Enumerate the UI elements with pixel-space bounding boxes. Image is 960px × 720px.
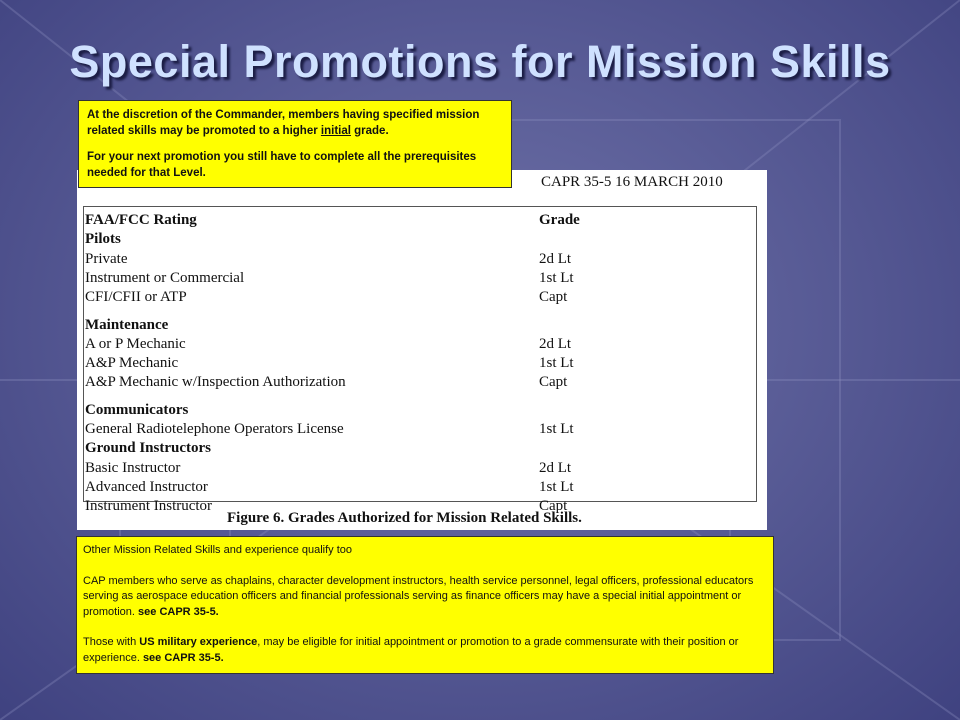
table-header-row-grade: Grade — [539, 212, 580, 228]
table-row — [85, 479, 735, 498]
note-text: , may be eligible for initial appointment or promotion to a grade commensurate with their position or experience. — [83, 636, 739, 664]
table-row-rating: Instrument or Commercial — [85, 269, 245, 286]
note-text: CAP members who serve as chaplains, character development instructors, health service personnel, legal officers, professional educators serving as aerospace education officers and financial professionals serving as finance officers may have a special initial appointment or promotion. — [83, 574, 754, 618]
figure-caption: Figure 6. Grades Authorized for Mission Related Skills. — [227, 510, 582, 526]
table-row-rating: A&P Mechanic — [85, 355, 179, 372]
discretion-note-paragraph-1 — [87, 107, 503, 139]
table-row-rating: Instrument Instructor — [85, 498, 213, 515]
section-heading — [85, 402, 735, 421]
table-row-rating: Private — [85, 250, 128, 267]
table-row — [85, 460, 735, 479]
table-row-grade: 2d Lt — [539, 459, 572, 476]
table-row-grade: Capt — [539, 289, 568, 306]
table-row-rating: A or P Mechanic — [85, 335, 186, 352]
capr-reference: see CAPR 35-5. — [142, 651, 224, 664]
other-skills-paragraph-2 — [83, 635, 767, 666]
table-row-rating: A&P Mechanic w/Inspection Authorization — [85, 374, 346, 391]
table-row — [85, 421, 735, 440]
note-underlined-text: initial — [320, 125, 351, 137]
table-row-rating: General Radiotelephone Operators License — [85, 421, 344, 437]
table-row-grade: Capt — [539, 374, 568, 391]
table-row — [85, 289, 735, 308]
document-header: CAPR 35-5 16 MARCH 2010 — [541, 174, 723, 190]
table-header-row — [85, 212, 735, 231]
military-experience-text: US military experience — [139, 636, 258, 648]
document-excerpt — [77, 170, 767, 530]
other-skills-paragraph-1 — [83, 574, 767, 621]
table-row-grade: 2d Lt — [539, 250, 572, 267]
table-row — [85, 374, 735, 393]
section-heading-rating: Pilots — [85, 231, 121, 248]
table-row-grade: 1st Lt — [539, 421, 574, 437]
table-row — [85, 251, 735, 270]
table-row-grade: 2d Lt — [539, 335, 572, 352]
other-skills-heading: Other Mission Related Skills and experience qualify too — [83, 544, 353, 556]
table-row-grade: Capt — [539, 498, 568, 515]
section-heading — [85, 317, 735, 336]
table-row — [85, 336, 735, 355]
table-row-rating: CFI/CFII or ATP — [85, 289, 187, 306]
other-skills-note — [76, 536, 774, 674]
table-header-row-rating: FAA/FCC Rating — [85, 212, 197, 228]
section-heading-rating: Communicators — [85, 401, 189, 418]
section-heading-rating: Ground Instructors — [85, 440, 211, 457]
table-row-grade: 1st Lt — [539, 269, 574, 286]
section-heading-rating: Maintenance — [85, 316, 169, 333]
section-heading — [85, 231, 735, 250]
note-text: At the discretion of the Commander, members having specified mission related skills may be promoted to a higher — [87, 109, 480, 137]
slide-title: Special Promotions for Mission Skills — [69, 36, 891, 87]
table-row-rating: Advanced Instructor — [85, 478, 208, 495]
table-row-grade: 1st Lt — [539, 478, 574, 495]
table-row-rating: Basic Instructor — [85, 459, 181, 476]
discretion-note-paragraph-2: For your next promotion you still have to complete all the prerequisites needed for that Level. — [87, 151, 477, 179]
table-row-grade: 1st Lt — [539, 355, 574, 372]
discretion-note — [78, 100, 512, 188]
section-heading — [85, 440, 735, 459]
note-text: grade. — [350, 125, 389, 137]
note-text: Those with — [83, 636, 140, 648]
capr-reference: see CAPR 35-5. — [138, 605, 219, 618]
table-row — [85, 355, 735, 374]
table-row — [85, 270, 735, 289]
